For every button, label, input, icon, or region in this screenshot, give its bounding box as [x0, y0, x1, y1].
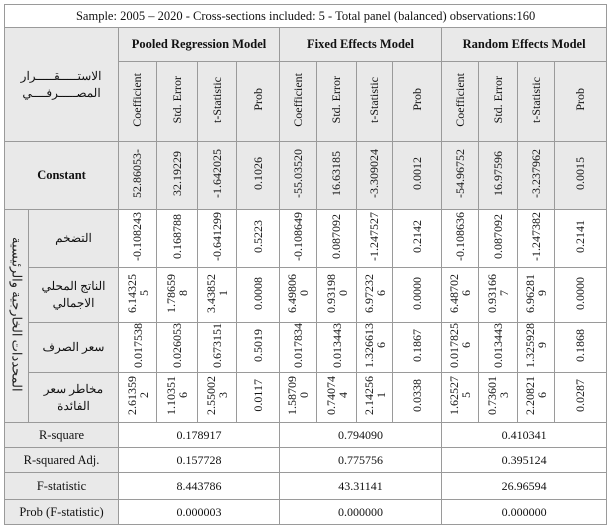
- table-row: [5, 142, 607, 210]
- stat-value: 0.000000: [442, 500, 607, 525]
- row-label-inflation: التضخم: [29, 210, 119, 268]
- cell-value: 1.325928 9: [518, 323, 555, 373]
- cell-value: 1.58709 0: [280, 373, 317, 423]
- col-t-statistic-random: t-Statistic: [518, 62, 555, 142]
- cell-value: 3.43852 1: [198, 268, 237, 323]
- cell-value: 1.10351 6: [157, 373, 198, 423]
- cell-value: 1.326613 6: [357, 323, 393, 373]
- stat-label-prob-f-statistic: Prob (F-statistic): [5, 500, 119, 525]
- stat-value: 0.794090: [280, 423, 442, 448]
- cell-value: 0.93198 0: [317, 268, 357, 323]
- cell-value: 2.55002 3: [198, 373, 237, 423]
- cell-value: 0.0008: [237, 268, 280, 323]
- cell-value: 0.74074 4: [317, 373, 357, 423]
- cell-value: 0.1026: [237, 142, 280, 210]
- cell-value: -54.96752: [442, 142, 479, 210]
- cell-value: 16.63185: [317, 142, 357, 210]
- cell-value: 0.2141: [555, 210, 607, 268]
- cell-value: 0.0287: [555, 373, 607, 423]
- col-prob-pooled: Prob: [237, 62, 280, 142]
- table-row: [5, 268, 607, 323]
- cell-value: 16.97596: [479, 142, 518, 210]
- stat-value: 0.178917: [119, 423, 280, 448]
- cell-value: 0.017538: [119, 323, 157, 373]
- cell-value: -0.641299: [198, 210, 237, 268]
- cell-value: 0.168788: [157, 210, 198, 268]
- cell-value: 0.5223: [237, 210, 280, 268]
- cell-value: 2.20821 6: [518, 373, 555, 423]
- cell-value: 0.0000: [555, 268, 607, 323]
- col-coefficient-fixed: Coefficient: [280, 62, 317, 142]
- cell-value: 0.087092: [479, 210, 518, 268]
- regression-results-table: [4, 4, 607, 525]
- row-label-interest-rate-risk: مخاطر سعر الفائدة: [29, 373, 119, 423]
- cell-value: 0.2142: [393, 210, 442, 268]
- cell-value: 2.14256 1: [357, 373, 393, 423]
- cell-value: 0.0000: [393, 268, 442, 323]
- cell-value: 0.1868: [555, 323, 607, 373]
- cell-value: -3.237962: [518, 142, 555, 210]
- cell-value: 6.49806 0: [280, 268, 317, 323]
- cell-value: -0.108649: [280, 210, 317, 268]
- stat-value: 0.157728: [119, 448, 280, 473]
- cell-value: -1.642025: [198, 142, 237, 210]
- stat-label-r-squared-adj: R-squared Adj.: [5, 448, 119, 473]
- col-t-statistic-pooled: t-Statistic: [198, 62, 237, 142]
- stat-value: 0.775756: [280, 448, 442, 473]
- cell-value: 0.0117: [237, 373, 280, 423]
- cell-value: 32.19229: [157, 142, 198, 210]
- stat-label-f-statistic: F-statistic: [5, 473, 119, 500]
- pooled-model-header: Pooled Regression Model: [119, 28, 280, 62]
- side-group-label: المحددات الخارجية والرئيسية: [5, 210, 29, 423]
- cell-value: 0.087092: [317, 210, 357, 268]
- col-prob-fixed: Prob: [393, 62, 442, 142]
- table-row: [5, 373, 607, 423]
- cell-value: 6.97232 6: [357, 268, 393, 323]
- col-std-error-random: Std. Error: [479, 62, 518, 142]
- cell-value: 52.86053-: [119, 142, 157, 210]
- cell-value: 0.0012: [393, 142, 442, 210]
- cell-value: 0.93166 7: [479, 268, 518, 323]
- stat-value: 8.443786: [119, 473, 280, 500]
- dependent-variable-label: الاستـــــقـــــرار المصـــــرفــــي: [20, 68, 102, 100]
- cell-value: 6.48702 6: [442, 268, 479, 323]
- cell-value: 0.5019: [237, 323, 280, 373]
- table-row: [5, 210, 607, 268]
- cell-value: 0.0015: [555, 142, 607, 210]
- cell-value: -1.247527: [357, 210, 393, 268]
- cell-value: 2.61359 2: [119, 373, 157, 423]
- cell-value: 6.96281 9: [518, 268, 555, 323]
- fixed-model-header: Fixed Effects Model: [280, 28, 442, 62]
- cell-value: 0.673151: [198, 323, 237, 373]
- cell-value: -3.309024: [357, 142, 393, 210]
- table-row: [5, 423, 607, 448]
- cell-value: 0.026053: [157, 323, 198, 373]
- col-coefficient-random: Coefficient: [442, 62, 479, 142]
- cell-value: 0.0338: [393, 373, 442, 423]
- row-label-gdp: الناتج المحلي الاجمالي: [29, 268, 119, 323]
- col-coefficient-pooled: Coefficient: [119, 62, 157, 142]
- stat-value: 43.31141: [280, 473, 442, 500]
- random-model-header: Random Effects Model: [442, 28, 607, 62]
- cell-value: 0.017834: [280, 323, 317, 373]
- table-row: [5, 500, 607, 525]
- cell-value: 1.78659 8: [157, 268, 198, 323]
- cell-value: -55.03520: [280, 142, 317, 210]
- cell-value: 0.73601 3: [479, 373, 518, 423]
- col-prob-random: Prob: [555, 62, 607, 142]
- cell-value: 0.1867: [393, 323, 442, 373]
- cell-value: -0.108636: [442, 210, 479, 268]
- stat-value: 0.395124: [442, 448, 607, 473]
- stat-value: 26.96594: [442, 473, 607, 500]
- table-row: [5, 473, 607, 500]
- stat-label-r-square: R-square: [5, 423, 119, 448]
- cell-value: -1.247382: [518, 210, 555, 268]
- sample-description: Sample: 2005 – 2020 - Cross-sections included: 5 - Total panel (balanced) observations:160: [5, 5, 607, 28]
- dependent-variable-header: [5, 28, 119, 142]
- stat-value: 0.000000: [280, 500, 442, 525]
- table-row: [5, 448, 607, 473]
- cell-value: 0.017825 6: [442, 323, 479, 373]
- cell-value: 6.14325 5: [119, 268, 157, 323]
- stat-value: 0.000003: [119, 500, 280, 525]
- cell-value: 0.013443: [317, 323, 357, 373]
- stat-value: 0.410341: [442, 423, 607, 448]
- col-std-error-pooled: Std. Error: [157, 62, 198, 142]
- col-std-error-fixed: Std. Error: [317, 62, 357, 142]
- row-label-exchange-rate: سعر الصرف: [29, 323, 119, 373]
- col-t-statistic-fixed: t-Statistic: [357, 62, 393, 142]
- cell-value: -0.108243: [119, 210, 157, 268]
- cell-value: 0.013443: [479, 323, 518, 373]
- row-label-constant: Constant: [5, 142, 119, 210]
- table-row: [5, 323, 607, 373]
- cell-value: 1.62527 5: [442, 373, 479, 423]
